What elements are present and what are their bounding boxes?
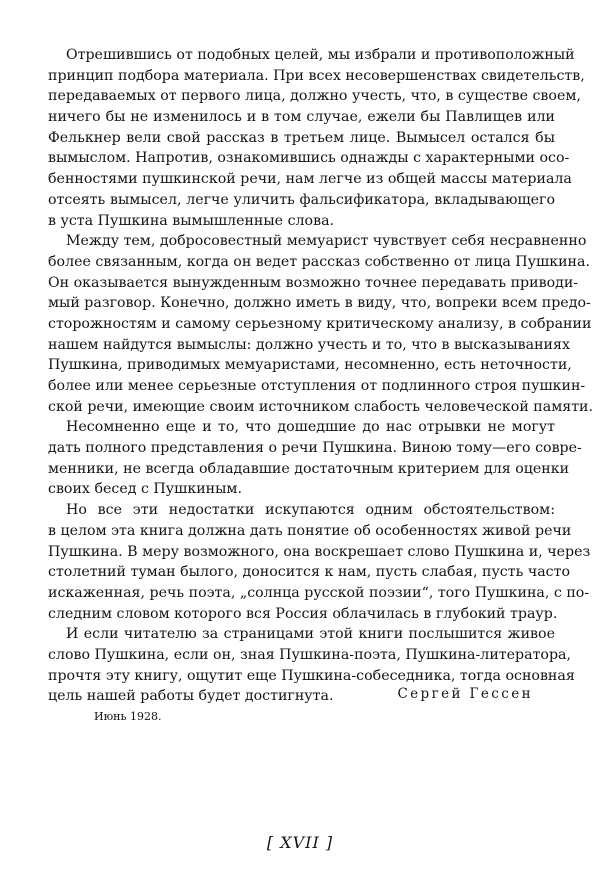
text-line: передаваемых от первого лица, должно учесть, что, в существе своем, [48,88,581,105]
text-line: Пушкина, приводимых мемуаристами, несомненно, есть неточности, [48,357,572,374]
text-line: сторожностям и самому серьезному критическому анализу, в собрании [48,315,592,332]
text-line: цель нашей работы будет достигнута. [48,688,334,705]
text-line: Но все эти недостатки искупаются одним обстоятельством: [66,502,555,519]
text-line: следним словом которого вся Россия облачилась в глубокий траур. [48,605,558,622]
text-line: в уста Пушкина вымышленные слова. [48,212,335,229]
page-number: [ XVII ] [266,833,334,852]
text-line: менники, не всегда обладавшие достаточным критерием для оценки [48,460,570,477]
text-line: столетний туман былого, доносится к нам, пусть слабая, пусть часто [48,564,571,581]
text-line: нашем найдутся вымыслы: должно учесть и то, что в высказываниях [48,336,570,353]
text-line: дать полного представления о речи Пушкина. Виною тому—его совре- [48,440,582,457]
text-line: своих бесед с Пушкиным. [48,481,242,498]
text-line: более или менее серьезные отступления от подлинного строя пушкин- [48,378,586,394]
text-line: И если читателю за страницами этой книги послышится живое [66,626,555,643]
text-line: отсеять вымысел, легче уличить фальсификатора, вкладывающего [48,191,555,208]
text-line: Несомненно еще и то, что дошедшие до нас отрывки не могут [66,419,555,436]
text-line: мый разговор. Конечно, должно иметь в виду, что, вопреки всем предо- [48,295,591,312]
text-line: искаженная, речь поэта, „солнца русской поэзии“, того Пушкина, с по- [48,584,590,601]
paragraph [48,45,585,231]
text-line: принцип подбора материала. При всех несовершенствах свидетельств, [48,67,585,84]
text-line: более связанным, когда он ведет рассказ собственно от лица Пушкина. [48,253,590,270]
paragraph [48,417,582,500]
text-line: Отрешившись от подобных целей, мы избрали и противоположный [66,47,575,63]
body-text [48,45,594,707]
text-line: Пушкина. В меру возможного, она воскрешает слово Пушкина и, через [48,543,591,560]
text-line: в целом эта книга должна дать понятие об особенностях живой речи [48,522,572,539]
text-line: слово Пушкина, если он, зная Пушкина-поэта, Пушкина-литератора, [48,646,572,663]
paragraph [48,231,594,417]
text-line: ской речи, имеющие своим источником слабость человеческой памяти. [48,398,594,415]
text-line: прочтя эту книгу, ощутит еще Пушкина-собеседника, тогда основная [48,667,575,684]
author-signature: Сергей Гессен [397,686,533,702]
text-line: Фелькнер вели свой рассказ в третьем лице. Вымысел остался бы [48,129,555,146]
text-line: ничего бы не изменилось и в том случае, ежели бы Павлищев или [48,109,555,126]
text-line: Он оказывается вынужденным возможно точнее передавать приводи- [48,274,579,291]
text-line: бенностями пушкинской речи, нам легче из общей массы материала [48,171,572,188]
text-line: Между тем, добросовестный мемуарист чувствует себя несравненно [66,233,587,250]
paragraph [48,500,591,624]
date: Июнь 1928. [94,710,162,723]
text-line: вымыслом. Напротив, ознакомившись однажды с характерными осо- [48,150,570,167]
